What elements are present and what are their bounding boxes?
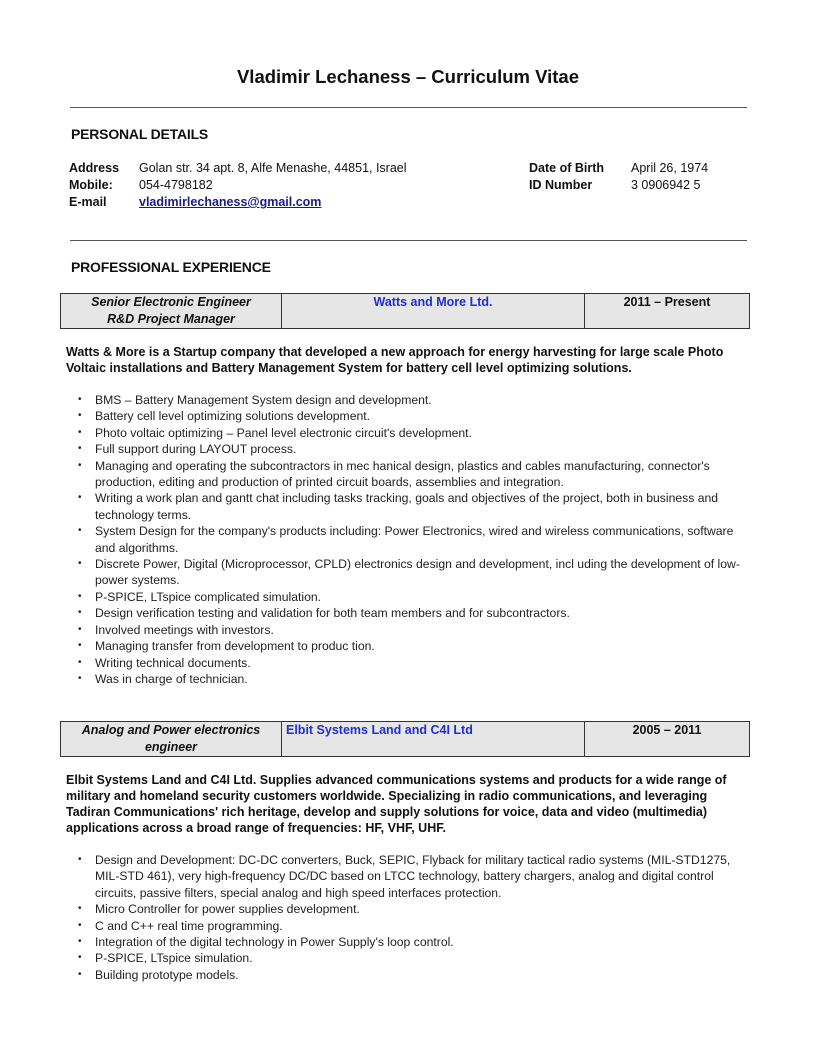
company-description: Elbit Systems Land and C4I Ltd. Supplies advanced communications systems and products for a wide range of military and homeland security customers worldwide. Specializing in radio communications, and leveraging Tadiran Communications' rich heritage, develop and supply solutions for voice, data and video (multimedia) applications across a broad range of frequencies: HF, VHF, UHF. bbox=[66, 773, 727, 835]
list-item: • Design verification testing and validation for both team members and for subcontractors. bbox=[78, 606, 570, 621]
mobile-value: 054-4798182 bbox=[139, 178, 213, 192]
job-title-cell bbox=[61, 294, 282, 329]
job-title-line: engineer bbox=[144, 740, 198, 754]
mobile-label: Mobile: bbox=[69, 178, 113, 192]
period-cell: 2005 – 2011 bbox=[585, 722, 750, 757]
job-title-cell bbox=[61, 722, 282, 757]
list-item: • Photo voltaic optimizing – Panel level electronic circuit's development. bbox=[78, 425, 472, 440]
id-label: ID Number bbox=[529, 178, 593, 192]
divider bbox=[70, 240, 747, 241]
job-title-line: Analog and Power electronics bbox=[81, 723, 261, 737]
id-value: 3 0906942 5 bbox=[631, 178, 701, 192]
list-item: • P-SPICE, LTspice complicated simulation. bbox=[78, 589, 322, 604]
company-description: Watts & More is a Startup company that developed a new approach for energy harvesting for large scale Photo Voltaic installations and Battery Management System for battery cell level optimizing solutions. bbox=[66, 345, 724, 375]
list-item: • BMS – Battery Management System design and development. bbox=[78, 393, 432, 407]
email-link[interactable]: vladimirlechaness@gmail.com bbox=[139, 195, 322, 209]
list-item: • Design and Development: DC-DC converters, Buck, SEPIC, Flyback for military tactical radio systems (MIL-STD1275, MIL-STD 461), very high-frequency DC/DC based on LTCC technology, battery chargers, analog and digital control circuits, passive filters, special analog and high speed interfaces protection. bbox=[78, 853, 731, 900]
divider bbox=[70, 107, 747, 108]
list-item: • Micro Controller for power supplies development. bbox=[78, 902, 360, 917]
personal-right-labels bbox=[529, 160, 604, 194]
dob-value: April 26, 1974 bbox=[631, 161, 709, 175]
job-title-line: Senior Electronic Engineer bbox=[91, 295, 251, 309]
list-item: • Was in charge of technician. bbox=[78, 671, 248, 686]
address-value: Golan str. 34 apt. 8, Alfe Menashe, 44851, Israel bbox=[139, 161, 407, 175]
address-label: Address bbox=[69, 161, 120, 175]
list-item: • Discrete Power, Digital (Microprocessor, CPLD) electronics design and development, incl uding the development of low-power systems. bbox=[78, 557, 740, 588]
personal-details-heading: PERSONAL DETAILS bbox=[71, 126, 209, 142]
list-item: • P-SPICE, LTspice simulation. bbox=[78, 951, 253, 966]
list-item: • System Design for the company's products including: Power Electronics, wired and wireless communications, software and algorithms. bbox=[78, 524, 734, 555]
list-item: • Full support during LAYOUT process. bbox=[78, 442, 297, 457]
list-item: • Managing and operating the subcontractors in mec hanical design, plastics and cables manufacturing, connector's production, editing and production of printed circuit boards, assemblies and integration. bbox=[78, 458, 710, 490]
personal-left-labels bbox=[69, 160, 119, 211]
list-item: • Writing technical documents. bbox=[78, 655, 251, 670]
email-label: E-mail bbox=[69, 195, 107, 209]
list-item: • Building prototype models. bbox=[78, 967, 239, 982]
professional-experience-heading: PROFESSIONAL EXPERIENCE bbox=[71, 259, 271, 275]
company-cell: Watts and More Ltd. bbox=[282, 294, 585, 329]
list-item: • C and C++ real time programming. bbox=[78, 918, 283, 933]
job-bullets bbox=[78, 852, 748, 983]
company-cell: Elbit Systems Land and C4I Ltd bbox=[282, 722, 585, 757]
list-item: • Involved meetings with investors. bbox=[78, 622, 274, 637]
list-item: • Writing a work plan and gantt chat including tasks tracking, goals and objectives of the project, both in business and technology terms. bbox=[78, 491, 719, 522]
list-item: • Managing transfer from development to produc tion. bbox=[78, 639, 375, 654]
job-header-table bbox=[60, 721, 750, 757]
list-item: • Battery cell level optimizing solutions development. bbox=[78, 409, 371, 424]
job-header-table bbox=[60, 293, 750, 329]
list-item: • Integration of the digital technology in Power Supply's loop control. bbox=[78, 935, 454, 950]
personal-left-values bbox=[139, 160, 407, 211]
job-title-line: R&D Project Manager bbox=[107, 312, 235, 326]
dob-label: Date of Birth bbox=[529, 161, 604, 175]
period-cell: 2011 – Present bbox=[585, 294, 750, 329]
page-title: Vladimir Lechaness – Curriculum Vitae bbox=[236, 66, 580, 87]
personal-right-values bbox=[631, 160, 708, 194]
job-bullets bbox=[78, 392, 748, 687]
